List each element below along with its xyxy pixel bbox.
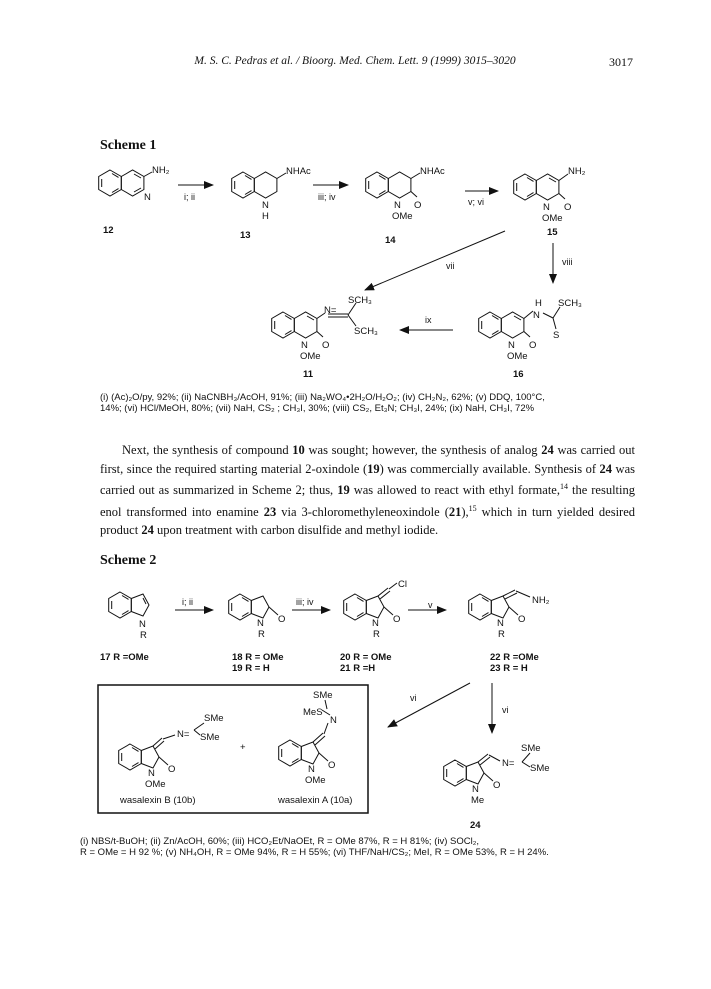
c20-r: R <box>373 629 380 640</box>
scheme2-footnote <box>80 836 549 858</box>
compound-23-label: 23 R = H <box>490 663 528 674</box>
scheme1-footnote-line2: 14%; (vi) HCl/MeOH, 80%; (vii) NaH, CS₂ ; CH₃I, 30%; (viii) CS₂, Et₃N; CH₃I, 24%; (ix) NaH, CH₃I, 72% <box>100 403 535 414</box>
s1-cond-2: iii; iv <box>318 192 336 202</box>
c16-s: S <box>553 330 560 341</box>
c17-r: R <box>140 630 147 641</box>
c16-h: H <box>535 298 542 309</box>
compound-11-structure <box>272 295 378 362</box>
scheme1-diagram <box>0 155 711 385</box>
s2-cond-5: vi <box>502 705 509 715</box>
s2-cond-4: vi <box>410 693 417 703</box>
body-paragraph: Next, the synthesis of compound 10 was sought; however, the synthesis of analog 24 was carried out first, since the required starting material 2-oxindole (19) was commercially available. Synthesis of 24 was carried out as summarized in Scheme 2; thus, 19 was allowed to react with ethyl formate,$^{14}$ the resulting enol transformed into enamine 23 via 3-chloromethyleneoxindole (21),$^{15}$ which in turn yielded desired product 24 upon treatment with carbon disulfide and methyl iodide. <box>100 443 636 538</box>
c11-sch3-top: SCH₃ <box>348 295 372 306</box>
wa-n-imine: N <box>330 715 337 726</box>
wb-sme-right: SMe <box>200 732 220 743</box>
page-number: 3017 <box>609 55 633 69</box>
c16-o: O <box>529 340 537 351</box>
c20-o: O <box>393 614 401 625</box>
c20-cl: Cl <box>398 579 407 590</box>
c11-ome: OMe <box>300 351 321 362</box>
c22-n: N <box>497 618 504 629</box>
c16-ome: OMe <box>507 351 528 362</box>
s1-cond-3: v; vi <box>468 197 485 207</box>
scheme1-footnote-line1: (i) (Ac)₂O/py, 92%; (ii) NaCNBH₃/AcOH, 91%; (iii) Na₂WO₄•2H₂O/H₂O₂; (iv) CH₂N₂, 62%; (v) DDQ, 100°C, <box>100 392 545 403</box>
compound-22-23-structure <box>469 590 550 640</box>
compound-16-label: 16 <box>513 369 524 380</box>
wb-neq: N= <box>177 729 190 740</box>
c24-me: Me <box>471 795 485 806</box>
s1-cond-6: ix <box>425 315 432 325</box>
compound-14-structure <box>366 166 445 222</box>
c24-sme-top: SMe <box>521 743 541 754</box>
wb-ome: OMe <box>145 779 166 790</box>
c18-n: N <box>257 618 264 629</box>
compound-18-label: 18 R = OMe <box>232 652 284 663</box>
s2-cond-1: i; ii <box>182 597 193 607</box>
wa-ome: OMe <box>305 775 326 786</box>
c11-n: N <box>301 340 308 351</box>
c22-r: R <box>498 629 505 640</box>
c15-ome: OMe <box>542 213 563 224</box>
c11-neq: N= <box>324 305 337 316</box>
c11-sch3-bottom: SCH₃ <box>354 326 378 337</box>
compound-20-21-structure <box>344 579 407 640</box>
compound-19-label: 19 R = H <box>232 663 270 674</box>
c15-o: O <box>564 202 572 213</box>
s1-cond-5: viii <box>562 257 573 267</box>
c14-n: N <box>394 200 401 211</box>
c24-o: O <box>493 780 501 791</box>
compound-13-structure <box>232 166 311 222</box>
compound-22-label: 22 R =OMe <box>490 652 539 663</box>
c12-n: N <box>144 192 151 203</box>
c13-h: H <box>262 211 269 222</box>
c22-o: O <box>518 614 526 625</box>
page-header <box>0 55 711 75</box>
c15-n: N <box>543 202 550 213</box>
compound-24-label: 24 <box>470 820 481 831</box>
s2-cond-2: iii; iv <box>296 597 314 607</box>
c16-n-side: N <box>533 310 540 321</box>
c22-nh2: NH₂ <box>532 595 550 606</box>
scheme1-title: Scheme 1 <box>100 138 157 153</box>
wa-n: N <box>308 764 315 775</box>
running-head: M. S. C. Pedras et al. / Bioorg. Med. Chem. Lett. 9 (1999) 3015–3020 <box>194 55 516 67</box>
compound-21-label: 21 R =H <box>340 663 376 674</box>
scheme1-footnote <box>100 392 545 414</box>
c14-o: O <box>414 200 422 211</box>
wasalexin-a-structure <box>279 690 337 786</box>
c16-n: N <box>508 340 515 351</box>
compound-16-structure <box>479 298 582 362</box>
compound-15-structure <box>514 166 586 224</box>
compound-12-label: 12 <box>103 225 114 236</box>
wa-sme: SMe <box>313 690 333 701</box>
compound-24-structure <box>444 743 550 806</box>
compound-18-19-structure <box>229 594 286 640</box>
wa-mes: MeS <box>303 707 323 718</box>
wasalexin-b-label: wasalexin B (10b) <box>120 795 196 806</box>
scheme2-title: Scheme 2 <box>100 553 157 568</box>
s1-cond-1: i; ii <box>184 192 195 202</box>
compound-17-label: 17 R =OMe <box>100 652 149 663</box>
c24-n: N <box>472 784 479 795</box>
compound-11-label: 11 <box>303 369 314 380</box>
wb-sme-top: SMe <box>204 713 224 724</box>
compound-17-structure <box>109 592 149 641</box>
wasalexin-a-label: wasalexin A (10a) <box>278 795 353 806</box>
c12-nh2: NH₂ <box>152 165 170 176</box>
scheme2-footnote-line2: R = OMe = H 92 %; (v) NH₄OH, R = OMe 94%, R = H 55%; (vi) THF/NaH/CS₂; MeI, R = OMe 53%, R = H 24%. <box>80 847 549 858</box>
compound-15-label: 15 <box>547 227 558 238</box>
c24-neq: N= <box>502 758 515 769</box>
c13-nhac: NHAc <box>286 166 311 177</box>
c13-n: N <box>262 200 269 211</box>
c18-o: O <box>278 614 286 625</box>
c17-n: N <box>139 619 146 630</box>
compound-12-structure <box>99 165 170 203</box>
c15-nh2: NH₂ <box>568 166 586 177</box>
scheme2-footnote-line1: (i) NBS/t-BuOH; (ii) Zn/AcOH, 60%; (iii) HCO₂Et/NaOEt, R = OMe 87%, R = H 81%; (iv) SOCl₂, <box>80 836 480 847</box>
c16-sch3: SCH₃ <box>558 298 582 309</box>
compound-20-label: 20 R = OMe <box>340 652 392 663</box>
scheme2-diagram <box>0 575 711 865</box>
s1-cond-4: vii <box>446 261 455 271</box>
wb-n: N <box>148 768 155 779</box>
c18-r: R <box>258 629 265 640</box>
c24-sme-right: SMe <box>530 763 550 774</box>
wa-o: O <box>328 760 336 771</box>
compound-14-label: 14 <box>385 235 396 246</box>
plus-sign: + <box>240 742 246 753</box>
c14-nhac: NHAc <box>420 166 445 177</box>
c14-ome: OMe <box>392 211 413 222</box>
c11-o: O <box>322 340 330 351</box>
compound-13-label: 13 <box>240 230 251 241</box>
wb-o: O <box>168 764 176 775</box>
s2-cond-3: v <box>428 600 433 610</box>
c20-n: N <box>372 618 379 629</box>
wasalexin-b-structure <box>119 713 224 790</box>
